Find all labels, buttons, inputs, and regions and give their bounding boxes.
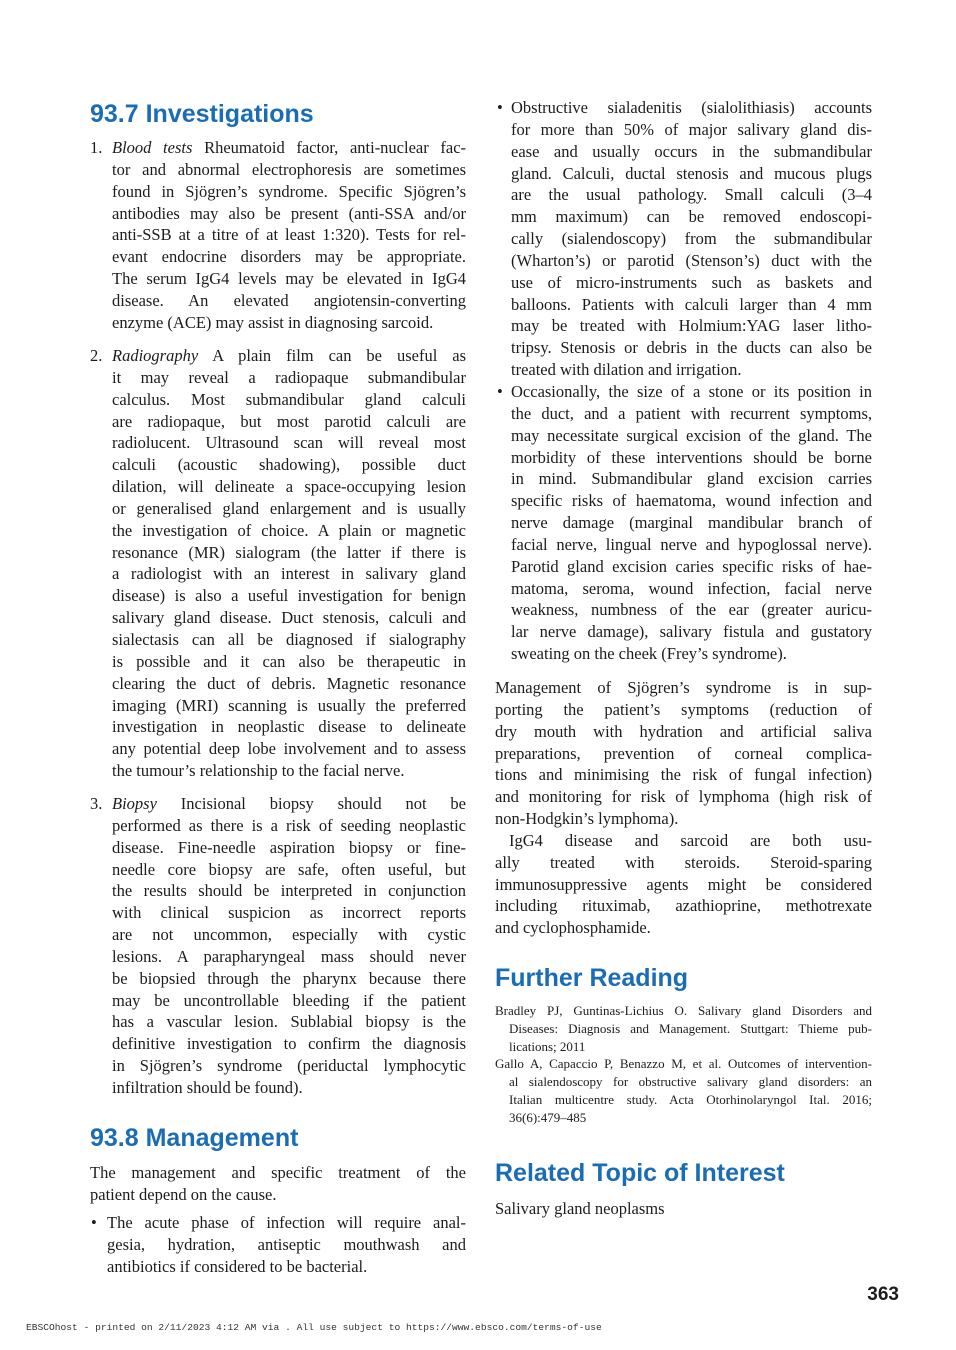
text-line: the investigation of choice. A plain or magnetic	[112, 520, 466, 540]
text-line: the results should be interpreted in conjunction	[112, 881, 466, 901]
text-line: and monitoring for risk of lymphoma (high risk of	[495, 787, 872, 807]
text-line: including rituximab, azathioprine, methotrexate	[495, 896, 872, 916]
reference-line: Italian multicentre study. Acta Otorhinolaryngol Ital. 2016;	[509, 1092, 872, 1108]
list-item-biopsy	[90, 793, 466, 1099]
text-line: anti-SSB at a titre of at least 1:320). Tests for rel-	[112, 225, 466, 245]
text-line: nerve damage (marginal mandibular branch of	[511, 513, 872, 533]
section-heading-investigations: 93.7 Investigations	[90, 100, 314, 128]
item-term: Radiography	[112, 346, 199, 365]
text-line: porting the patient’s symptoms (reduction of	[495, 699, 872, 719]
paragraph-igg4-sarcoid	[495, 830, 872, 939]
text-line: are the usual pathology. Small calculi (3–4	[511, 185, 872, 205]
text-line-content: A plain film can be useful as	[212, 346, 466, 365]
text-line: it may reveal a radiopaque submandibular	[112, 367, 466, 387]
text-line: antibodies may also be present (anti-SSA and/or	[112, 203, 466, 223]
text-line: calculi (acoustic shadowing), possible duct	[112, 455, 466, 475]
page-number: 363	[867, 1284, 899, 1305]
reference-gallo	[495, 1055, 872, 1126]
text-line: is possible and it can also be therapeutic in	[112, 651, 466, 671]
text-line: lar nerve damage), salivary fistula and gustatory	[511, 622, 872, 642]
text-line: sweating on the cheek (Frey’s syndrome).	[511, 644, 787, 664]
text-line: disease) is also a useful investigation for benign	[112, 586, 466, 606]
reference-line: 36(6):479–485	[509, 1109, 587, 1125]
text-line: and cyclophosphamide.	[495, 918, 651, 938]
reference-line: Gallo A, Capaccio P, Benazzo M, et al. Outcomes of intervention-	[495, 1056, 872, 1072]
text-line: may be uncontrollable bleeding if the patient	[112, 990, 466, 1010]
list-number: 3.	[90, 794, 103, 813]
text-line	[112, 137, 466, 159]
text-line: the duct, and a patient with recurrent symptoms,	[511, 403, 872, 423]
text-line: cally (sialendoscopy) from the submandibular	[511, 229, 872, 249]
bullet-marker: •	[497, 382, 503, 401]
text-line: be biopsied through the pharynx because there	[112, 968, 466, 988]
text-line: or generalised gland enlargement and is usually	[112, 498, 466, 518]
text-line: in Sjögren’s syndrome (periductal lymphocytic	[112, 1056, 466, 1076]
text-line: immunosuppressive agents might be considered	[495, 874, 872, 894]
text-line: infiltration should be found).	[112, 1077, 303, 1097]
text-line: use of micro-instruments such as baskets and	[511, 272, 872, 292]
text-line: gland. Calculi, ductal stenosis and mucous plugs	[511, 163, 872, 183]
text-line: dry mouth with hydration and artificial saliva	[495, 721, 872, 741]
item-term: Biopsy	[112, 794, 157, 813]
management-paragraphs	[495, 677, 872, 939]
reference-line: al sialendoscopy for obstructive salivary gland disorders: an	[509, 1074, 872, 1090]
text-line: antibiotics if considered to be bacterial.	[107, 1256, 368, 1276]
text-line: tions and minimising the risk of fungal infection)	[495, 765, 872, 785]
text-line: The acute phase of infection will require anal-	[107, 1213, 466, 1232]
text-line: resonance (MR) sialogram (the latter if there is	[112, 542, 466, 562]
text-line: may necessitate surgical excision of the gland. The	[511, 425, 872, 445]
bullet-marker: •	[91, 1213, 97, 1232]
text-line: clearing the duct of debris. Magnetic resonance	[112, 673, 466, 693]
text-line: IgG4 disease and sarcoid are both usu-	[509, 830, 872, 850]
text-line: tor and abnormal electrophoresis are sometimes	[112, 159, 466, 179]
text-line: gesia, hydration, antiseptic mouthwash and	[107, 1234, 466, 1254]
text-line	[112, 793, 466, 815]
text-line: the tumour’s relationship to the facial nerve.	[112, 761, 405, 781]
text-line: are not uncommon, especially with cystic	[112, 925, 466, 945]
reference-line: lications; 2011	[509, 1038, 586, 1054]
text-line	[112, 345, 466, 367]
text-line: facial nerve, lingual nerve and hypoglossal nerve).	[511, 534, 872, 554]
text-line: definitive investigation to confirm the diagnosis	[112, 1034, 466, 1054]
text-line: mm maximum) can be removed endoscopi-	[511, 207, 872, 227]
related-topic-list	[495, 1198, 872, 1220]
text-line: enzyme (ACE) may assist in diagnosing sarcoid.	[112, 312, 434, 332]
reference-list	[495, 1002, 872, 1127]
list-number: 1.	[90, 138, 103, 157]
text-line: preparations, prevention of corneal complica-	[495, 743, 872, 763]
text-line: matoma, seroma, wound infection, facial nerve	[511, 578, 872, 598]
related-topic-item: Salivary gland neoplasms	[495, 1199, 665, 1218]
text-line: Parotid gland excision caries specific risks of hae-	[511, 556, 872, 576]
text-line: with clinical suspicion as incorrect reports	[112, 903, 466, 923]
text-line: The management and specific treatment of the	[90, 1163, 466, 1182]
text-line: investigation in neoplastic disease to delineate	[112, 717, 466, 737]
text-line: a radiologist with an interest in salivary gland	[112, 564, 466, 584]
text-line: are radiopaque, but most parotid calculi are	[112, 411, 466, 431]
paragraph-sjogren-management	[495, 677, 872, 830]
section-heading-further-reading: Further Reading	[495, 964, 689, 992]
section-heading-related-topic: Related Topic of Interest	[495, 1159, 785, 1187]
text-line-content: Rheumatoid factor, anti-nuclear fac-	[204, 138, 467, 157]
text-line: The serum IgG4 levels may be elevated in IgG4	[112, 269, 466, 289]
text-line: balloons. Patients with calculi larger than 4 mm	[511, 294, 872, 314]
bullet-surgical-excision	[495, 381, 872, 665]
text-line: morbidity of these interventions should be borne	[511, 447, 872, 467]
text-line: any potential deep lobe involvement and to assess	[112, 739, 466, 759]
text-line: may be treated with Holmium:YAG laser litho-	[511, 316, 872, 336]
text-line: tripsy. Stenosis or debris in the ducts can also be	[511, 338, 872, 358]
text-line: (Wharton’s) or parotid (Stenson’s) duct with the	[511, 250, 872, 270]
text-line: radiolucent. Ultrasound scan will reveal most	[112, 433, 466, 453]
text-line: ally treated with steroids. Steroid-sparing	[495, 852, 872, 872]
text-line: performed as there is a risk of seeding neoplastic	[112, 815, 466, 835]
text-line: found in Sjögren’s syndrome. Specific Sjögren’s	[112, 181, 466, 201]
section-heading-management: 93.8 Management	[90, 1124, 299, 1152]
list-number: 2.	[90, 346, 103, 365]
text-line: in mind. Submandibular gland excision carries	[511, 469, 872, 489]
print-footer: EBSCOhost - printed on 2/11/2023 4:12 AM via . All use subject to https://www.ebsco.com/terms-of-use	[26, 1322, 602, 1333]
text-line: salivary gland disease. Duct stenosis, calculi and	[112, 608, 466, 628]
text-line-content: Incisional biopsy should not be	[180, 794, 467, 813]
reference-line: Bradley PJ, Guntinas-Lichius O. Salivary gland Disorders and	[495, 1003, 872, 1018]
text-line: imaging (MRI) scanning is usually the preferred	[112, 695, 466, 715]
list-item-radiography	[90, 345, 466, 782]
list-item-blood-tests	[90, 137, 466, 334]
text-line: specific risks of haematoma, wound infection and	[511, 491, 872, 511]
text-line: treated with dilation and irrigation.	[511, 360, 742, 380]
text-line: lesions. A parapharyngeal mass should never	[112, 946, 466, 966]
text-line: needle core biopsy are safe, often useful, but	[112, 859, 466, 879]
text-line: Occasionally, the size of a stone or its position in	[511, 382, 872, 401]
text-line: for more than 50% of major salivary gland dis-	[511, 119, 872, 139]
text-line: dilation, will delineate a space-occupying lesion	[112, 477, 466, 497]
text-line: evant endocrine disorders may be appropriate.	[112, 247, 466, 267]
text-line: ease and usually occurs in the submandibular	[511, 141, 872, 161]
bullet-obstructive-sialadenitis	[495, 97, 872, 381]
text-line: disease. An elevated angiotensin-converting	[112, 290, 466, 310]
bullet-acute-infection	[90, 1212, 466, 1278]
item-term: Blood tests	[112, 138, 193, 157]
text-line: weakness, numbness of the ear (greater auricu-	[511, 600, 872, 620]
text-line: disease. Fine-needle aspiration biopsy or fine-	[112, 837, 466, 857]
text-line: Management of Sjögren’s syndrome is in sup-	[495, 678, 872, 697]
text-line: calculus. Most submandibular gland calculi	[112, 389, 466, 409]
reference-bradley	[495, 1002, 872, 1055]
bullet-marker: •	[497, 98, 503, 117]
text-line: patient depend on the cause.	[90, 1184, 277, 1204]
text-line: sialectasis can all be diagnosed if sialography	[112, 629, 466, 649]
management-intro-paragraph	[90, 1162, 466, 1206]
text-line: non-Hodgkin’s lymphoma).	[495, 809, 679, 829]
text-line: has a vascular lesion. Sublabial biopsy is the	[112, 1012, 466, 1032]
reference-line: Diseases: Diagnosis and Management. Stuttgart: Thieme pub-	[509, 1020, 872, 1036]
text-line: Obstructive sialadenitis (sialolithiasis) accounts	[511, 98, 872, 117]
